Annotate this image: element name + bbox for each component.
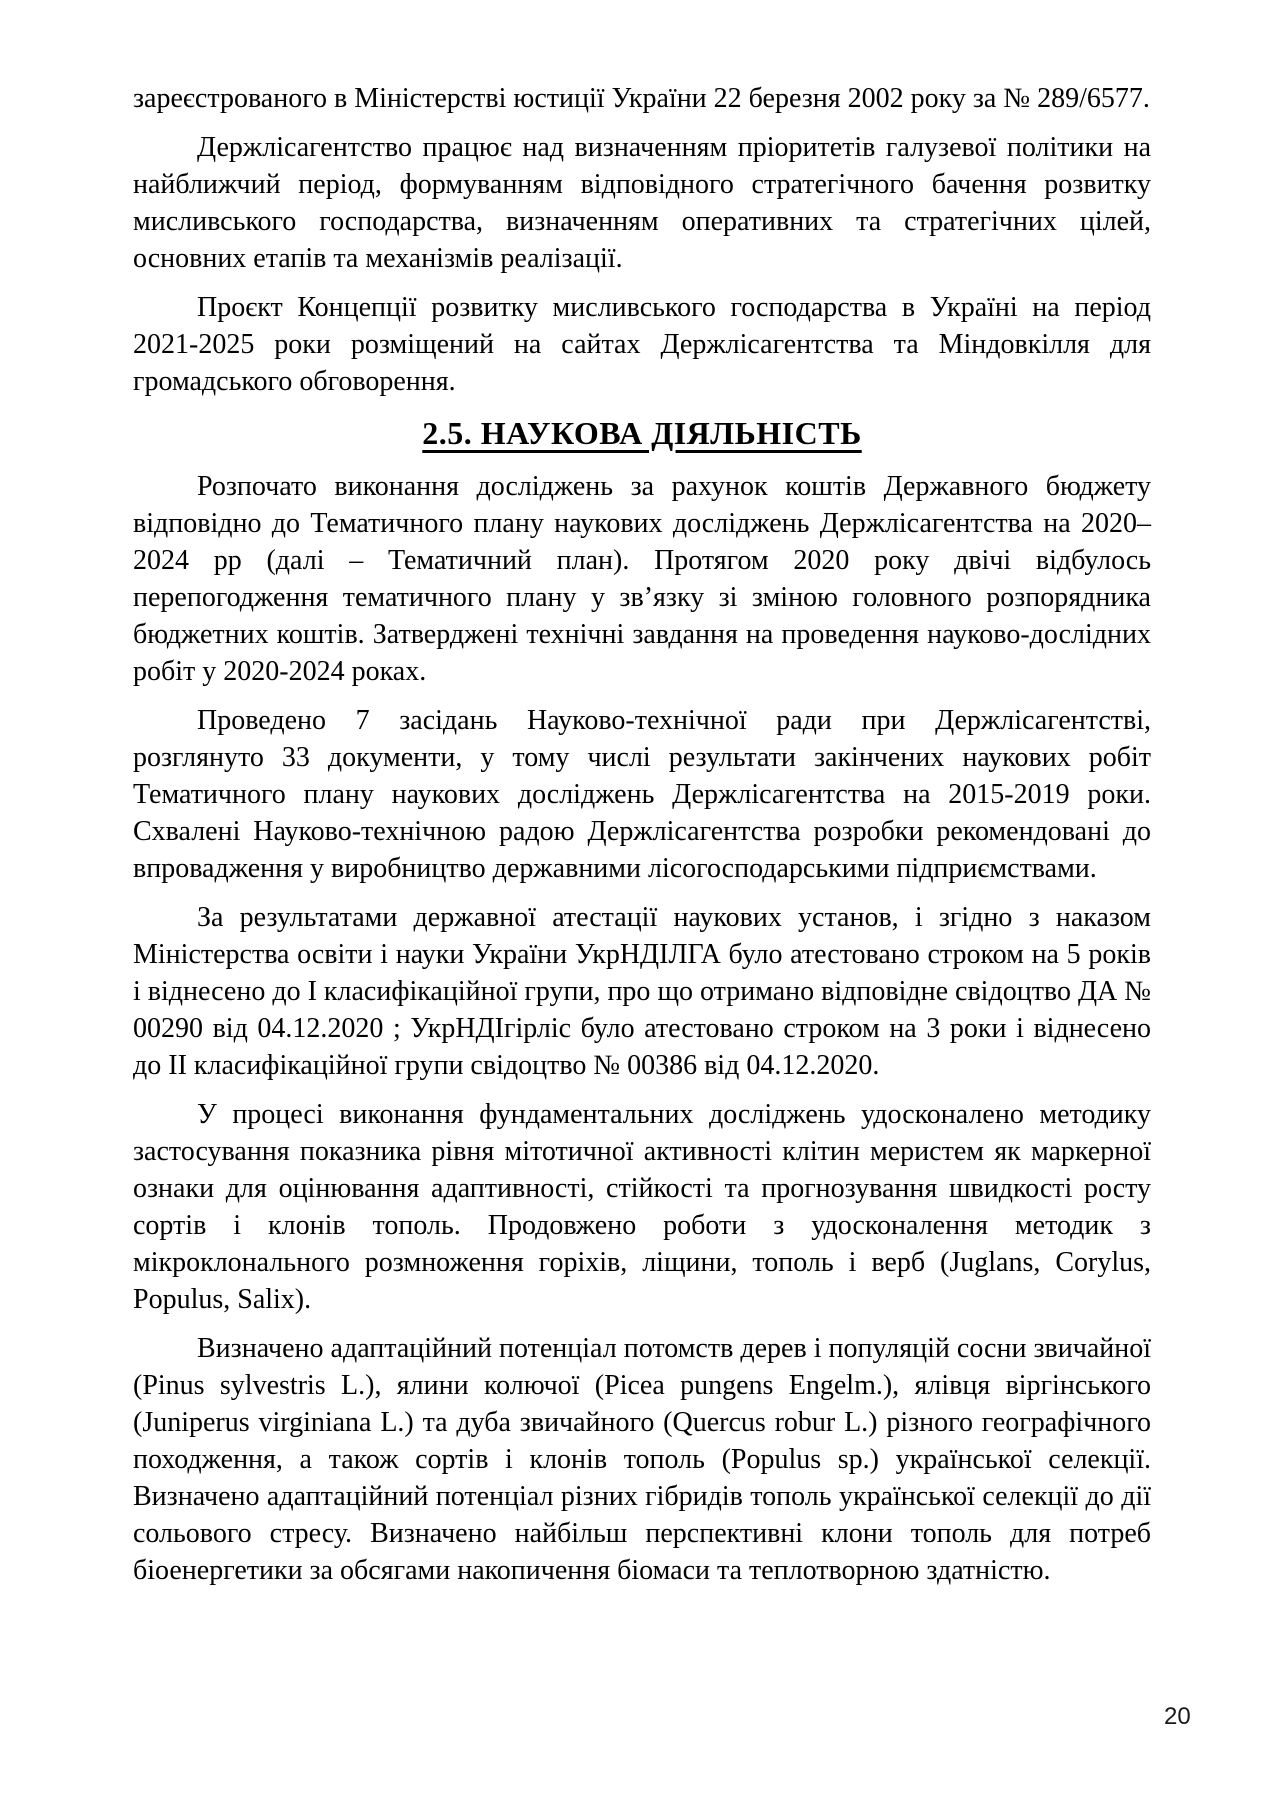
paragraph: Проведено 7 засідань Науково-технічної ради при Держлісагентстві, розглянуто 33 документи, у тому числі результати закінчених наукових робіт Тематичного плану наукових досліджень Держлісагентства на 2015-2019 роки. Схвалені Науково-технічною радою Держлісагентства розробки рекомендовані до впровадження у виробництво державними лісогосподарськими підприємствами.: [133, 705, 1151, 884]
page-content: [133, 80, 1151, 1601]
paragraph: Визначено адаптаційний потенціал потомств дерев і популяцій сосни звичайної (Pinus sylvestris L.), ялини колючої (Picea pungens Engelm.), ялівця віргінського (Juniperus virginiana L.) та дуба звичайного (Quercus robur L.) різного географічного походження, а також сортів і клонів тополь (Populus sp.) української селекції. Визначено адаптаційний потенціал різних гібридів тополь української селекції до дії сольового стресу. Визначено найбільш перспективні клони тополь для потреб біоенергетики за обсягами накопичення біомаси та теплотворною здатністю.: [133, 1333, 1151, 1586]
paragraph: зареєстрованого в Міністерстві юстиції України 22 березня 2002 року за № 289/6577.: [133, 83, 1150, 114]
paragraph: За результатами державної атестації наукових установ, і згідно з наказом Міністерства освіти і науки України УкрНДІЛГА було атестовано строком на 5 років і віднесено до І класифікаційної групи, про що отримано відповідне свідоцтво ДА № 00290 від 04.12.2020 ; УкрНДІгірліс було атестовано строком на 3 роки і віднесено до ІІ класифікаційної групи свідоцтво № 00386 від 04.12.2020.: [133, 902, 1151, 1081]
paragraph: Проєкт Концепції розвитку мисливського господарства в Україні на період 2021-2025 роки розміщений на сайтах Держлісагентства та Міндовкілля для громадського обговорення.: [133, 292, 1151, 397]
paragraph: Держлісагентство працює над визначенням пріоритетів галузевої політики на найближчий період, формуванням відповідного стратегічного бачення розвитку мисливського господарства, визначенням оперативних та стратегічних цілей, основних етапів та механізмів реалізації.: [133, 132, 1151, 274]
paragraph: У процесі виконання фундаментальних досліджень удосконалено методику застосування показника рівня мітотичної активності клітин меристем як маркерної ознаки для оцінювання адаптивності, стійкості та прогнозування швидкості росту сортів і клонів тополь. Продовжено роботи з удосконалення методик з мікроклонального розмноження горіхів, ліщини, тополь і верб (Juglans, Corylus, Populus, Salix).: [133, 1099, 1151, 1315]
paragraph: Розпочато виконання досліджень за рахунок коштів Державного бюджету відповідно до Тематичного плану наукових досліджень Держлісагентства на 2020–2024 рр (далі – Тематичний план). Протягом 2020 року двічі відбулось перепогодження тематичного плану у зв’язку зі зміною головного розпорядника бюджетних коштів. Затверджені технічні завдання на проведення науково-дослідних робіт у 2020-2024 роках.: [133, 471, 1151, 687]
section-heading: [133, 412, 1151, 454]
page-number: 20: [1164, 1703, 1191, 1730]
section-heading-text: 2.5. НАУКОВА ДІЯЛЬНІСТЬ: [422, 415, 862, 451]
